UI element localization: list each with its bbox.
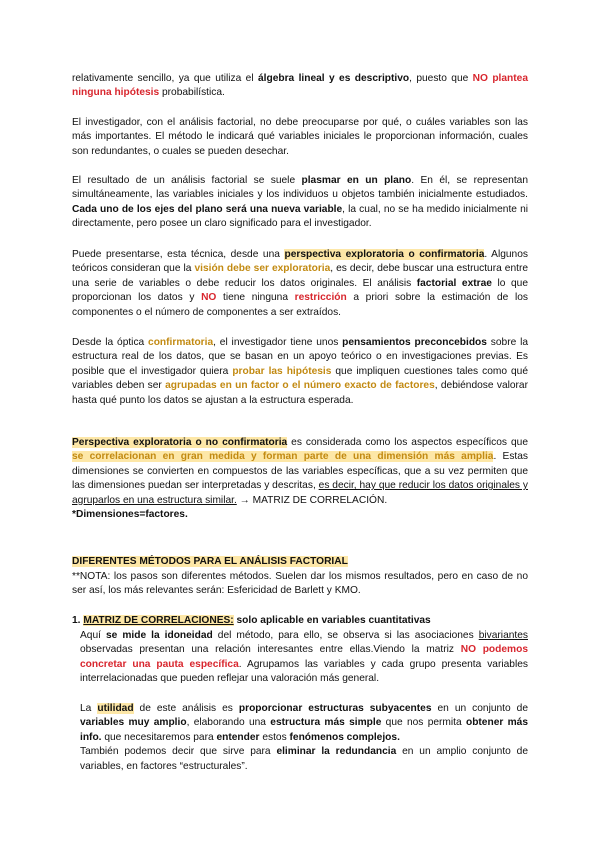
text: Puede presentarse, esta técnica, desde una [72,249,285,260]
text: tiene ninguna [216,292,295,304]
text: . Algunos teóricos consideran que la [72,249,528,275]
paragraph-exploratoria [72,436,528,522]
text: Aquí [80,630,106,641]
paragraph-confirmatoria [72,336,528,408]
paragraph-intro [72,72,528,101]
bold-text: entender [216,731,260,743]
text: que impliquen cuestiones tales como qué variables deben ser [72,365,528,392]
bold-text: factorial extrae [416,277,492,289]
paragraph-resultado [72,174,528,232]
text: en un amplio conjunto de variables, en factores “estructurales”. [80,746,528,772]
bold-text: Cada uno de los ejes del plano será una nueva variable [72,203,343,215]
text: , la cual, no se ha medido inicialmente ni directamente, pero posee un claro significado para el investigador. [72,203,528,230]
text: El investigador, con el análisis factorial, no debe preocuparse por qué, o cuáles variables son las más importantes. El método le indicará qué variables iniciales le proporcionan información, cuales son redundantes, o cuales se pueden desechar. [72,117,528,157]
text: . Estas dimensiones se convierten en compuestos de las variables específicas, que a su vez permiten que las dimensiones puedan ser interpretadas y descritas, [72,451,529,492]
gold-text: confirmatoria [148,337,214,348]
bold-text: estructura más simple [270,717,382,729]
text: → MATRIZ DE CORRELACIÓN. [236,494,388,506]
method-title: MATRIZ DE CORRELACIONES: [83,615,234,626]
section-note [72,570,528,599]
bold-text: pensamientos preconcebidos [342,337,487,348]
highlighted-text: perspectiva exploratoria o confirmatoria [284,249,485,260]
bold-text: eliminar la redundancia [276,746,397,758]
paragraph-utilidad [80,702,528,774]
text: . Agrupamos las variables y cada grupo presenta variables interrelacionadas que pueden reflejar una valoración más general. [80,658,528,685]
text: El resultado de un análisis factorial se suele [72,175,302,186]
bold-text: proporcionar estructuras subyacentes [238,703,432,714]
text: en un conjunto de [431,703,529,714]
text: También podemos decir que sirve para [80,746,277,758]
red-text: restricción [294,292,347,304]
bold-text: álgebra lineal y es descriptivo [257,73,410,84]
text: , el investigador tiene unos [213,337,343,348]
gold-text: agrupadas en un factor o el número exacto de factores [165,380,435,392]
red-text: NO podemos concretar una pauta específica [80,644,528,670]
text: , debiéndose valorar hasta qué punto los datos se ajustan a la estructura esperada. [72,380,528,406]
text: a priori sobre la estimación de los componentes o el número de componentes a ser extraídos. [72,292,528,318]
text: relativamente sencillo, ya que utiliza el [72,73,258,84]
bold-text: plasmar en un plano [301,175,412,186]
text: . En él, se representan simultáneamente, las variables iniciales y los individuos u objetos también inicialmente estudiados. [72,175,528,201]
paragraph-perspectiva [72,248,528,320]
gold-text: probar las hipótesis [232,365,332,377]
paragraph-idoneidad [80,629,528,687]
text: , elaborando una [186,717,271,729]
bold-text: fenómenos complejos. [289,731,400,743]
text: La [80,703,98,714]
bold-text: obtener más info. [80,717,529,743]
section-heading [72,555,528,569]
text: que necesitaremos para [101,731,217,743]
method-number: 1. [72,615,84,626]
section-title: DIFERENTES MÉTODOS PARA EL ANÁLISIS FACTORIAL [72,556,348,567]
text: , puesto que [409,73,473,84]
red-text: NO [201,292,217,304]
underlined-text: bivariantes [478,630,528,641]
gold-text: visión debe ser exploratoria [194,263,331,275]
text: es considerada como los aspectos específicos que [287,437,528,448]
text: de este análisis es [133,703,239,714]
highlighted-text: utilidad [97,703,134,714]
note-text: **NOTA: los pasos son diferentes métodos. Suelen dar los mismos resultados, pero en caso de no ser así, los más relevantes serán: Esfericidad de Barlett y KMO. [72,571,528,597]
text: que nos permita [381,717,466,729]
highlighted-gold-text: se correlacionan en gran medida y forman parte de una dimensión más amplia [72,451,494,463]
bold-text: se mide la idoneidad [105,630,213,641]
method-subtitle: solo aplicable en variables cuantitativas [233,615,431,626]
bold-text: variables muy amplio [80,717,187,729]
red-text: NO plantea ninguna hipótesis [72,73,528,99]
method-heading [72,614,528,628]
underlined-text: es decir, hay que reducir los datos originales y agruparlos en una estructura similar. [72,480,528,506]
text: sobre la estructura real de los datos, que se basan en un apoyo teórico o en investigaciones previas. Es posible que el investigador quiera [72,337,529,377]
text: probabilística. [159,87,225,99]
text: observadas presentan una relación interesantes entre ellas.Viendo la matriz [80,644,461,656]
text: , es decir, debe buscar una estructura entre una serie de variables o debe reducir los datos originales. El análisis [72,263,528,289]
text: Desde la óptica [72,337,149,348]
text: lo que proporcionan los datos y [72,277,529,304]
bold-text: *Dimensiones=factores. [72,509,188,521]
text: del método, para ello, se observa si las asociaciones [212,630,479,641]
paragraph-investigador [72,116,528,159]
text: estos [259,731,290,743]
highlighted-text: Perspectiva exploratoria o no confirmatoria [72,437,288,448]
